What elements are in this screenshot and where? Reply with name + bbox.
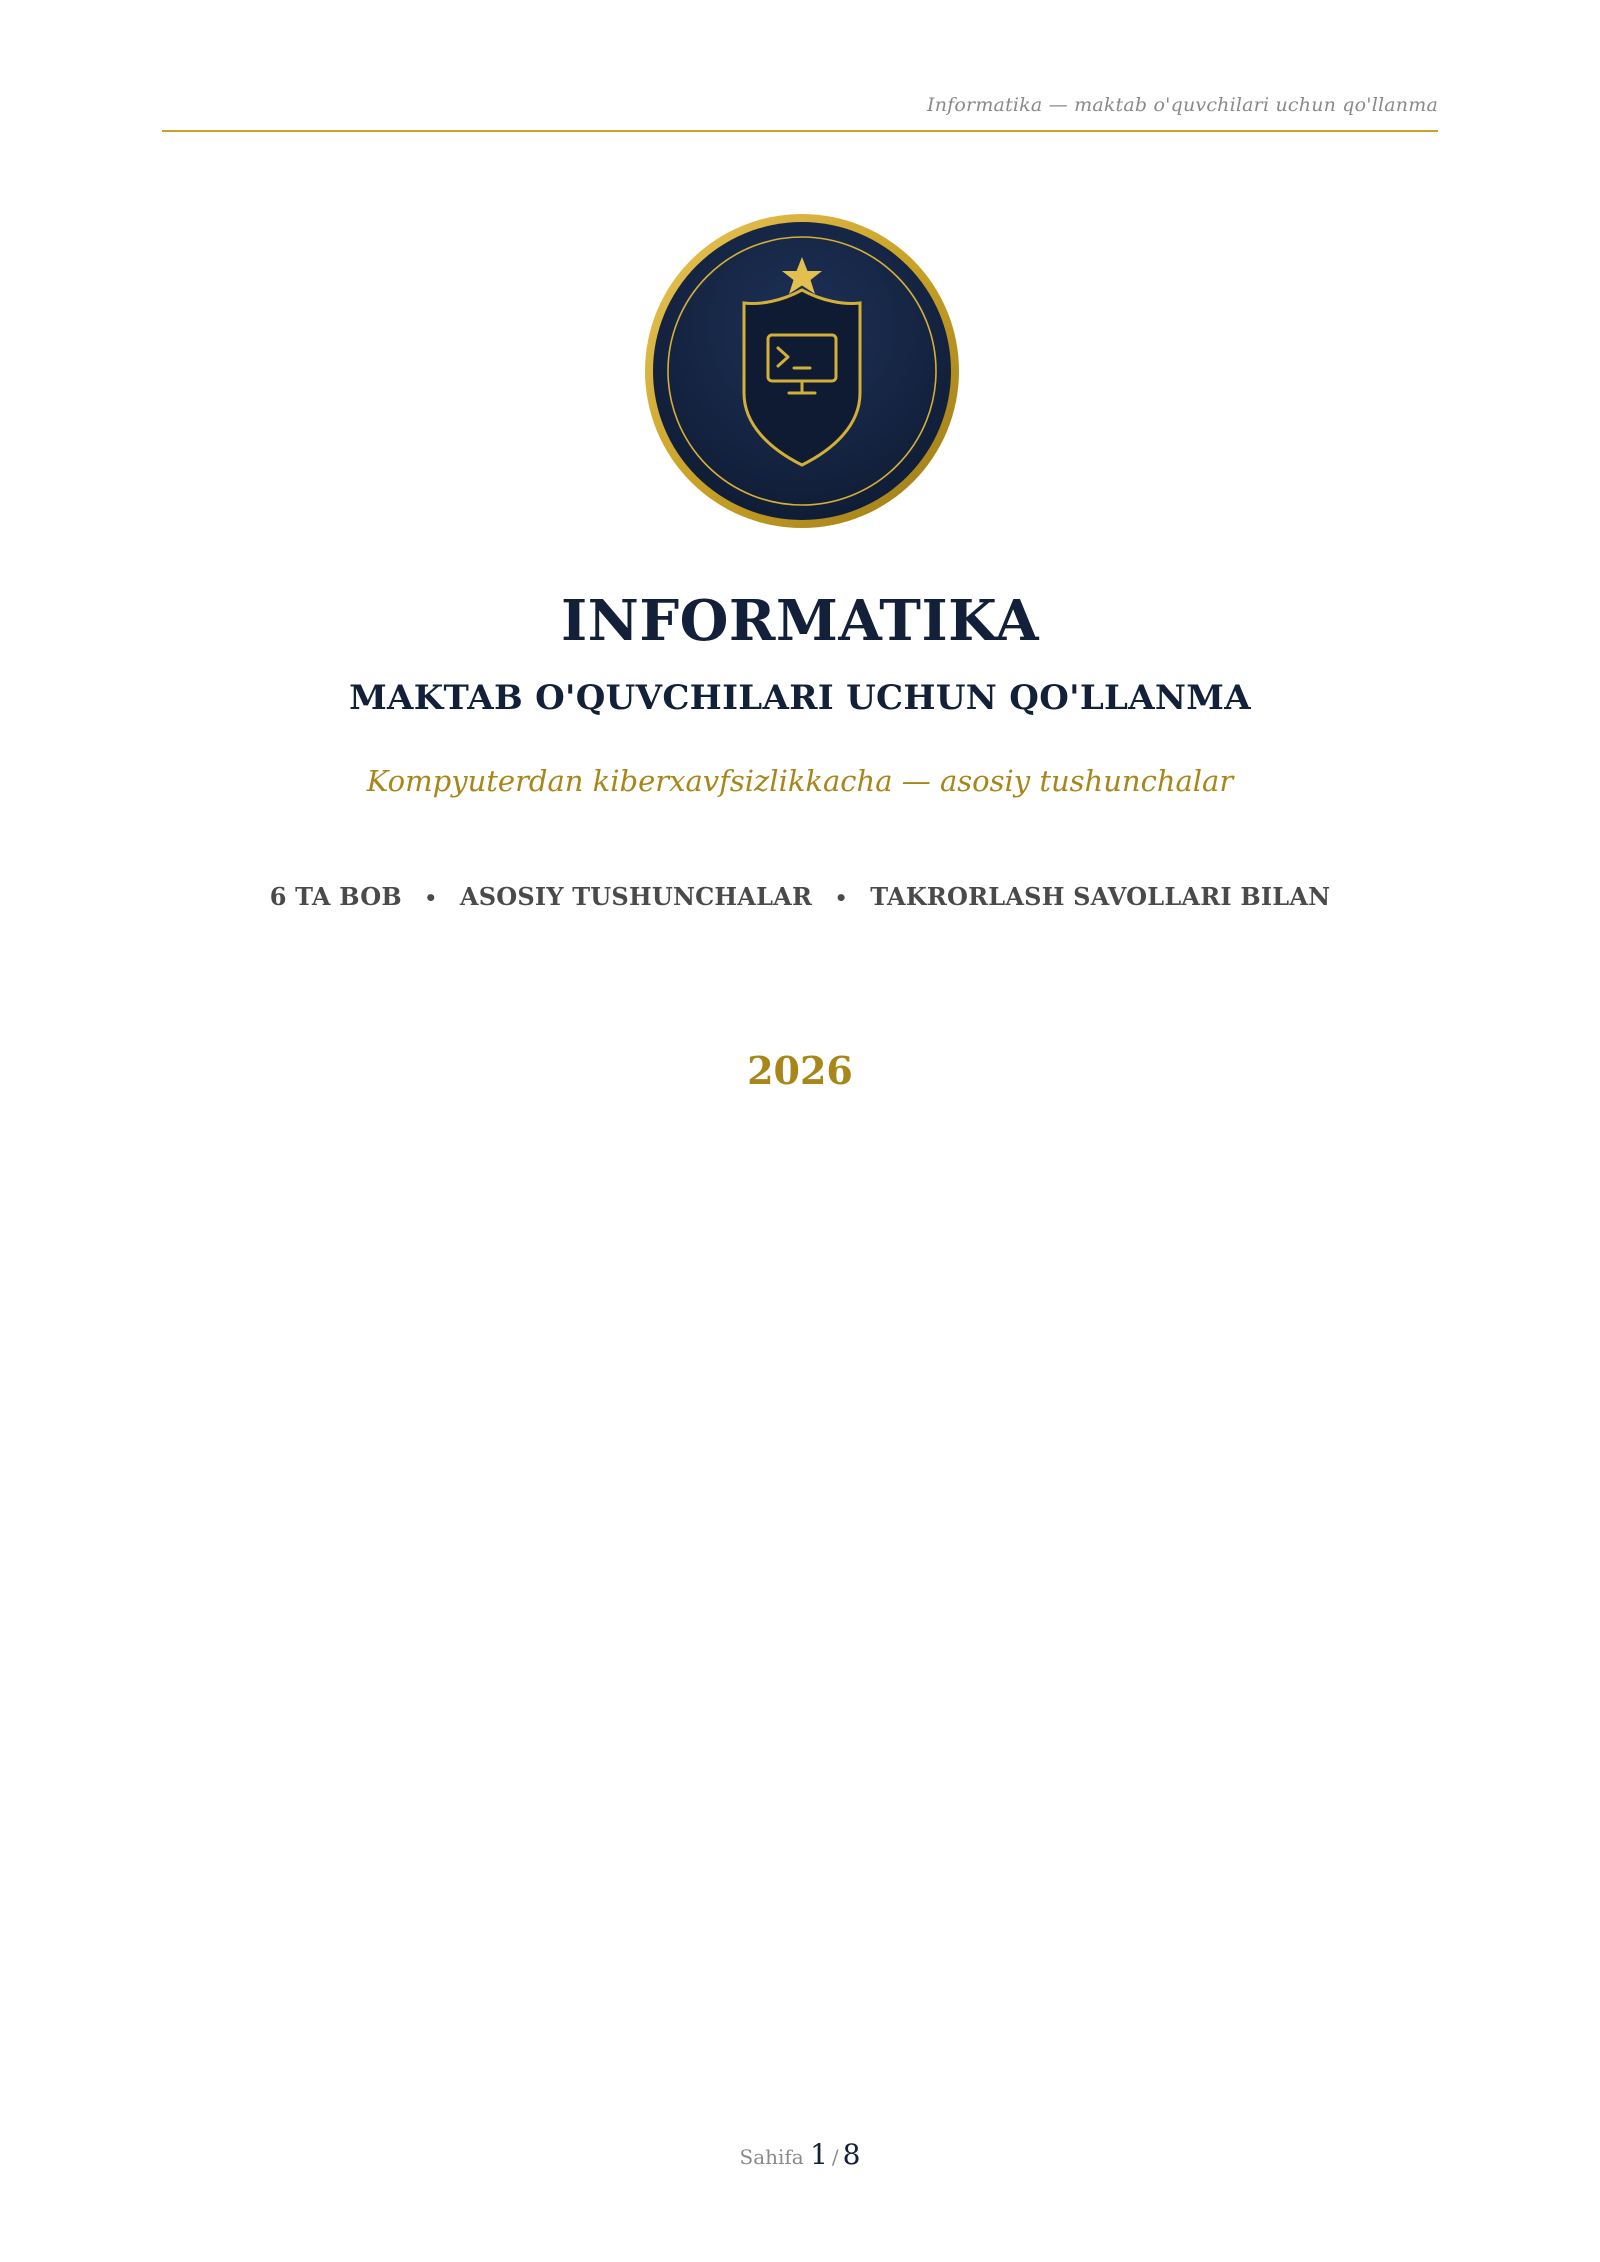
page-separator: / bbox=[831, 2145, 839, 2169]
feature-list bbox=[0, 882, 1600, 911]
page-label: Sahifa bbox=[739, 2145, 804, 2169]
running-header: Informatika — maktab o'quvchilari uchun qo'llanma bbox=[927, 94, 1438, 116]
feature-item: ASOSIY TUSHUNCHALAR bbox=[459, 882, 813, 911]
page-footer bbox=[0, 2138, 1600, 2171]
document-tagline: Kompyuterdan kiberxavfsizlikkacha — asosiy tushunchalar bbox=[366, 764, 1234, 798]
publication-year: 2026 bbox=[747, 1048, 853, 1093]
document-subtitle: MAKTAB O'QUVCHILARI UCHUN QO'LLANMA bbox=[349, 678, 1251, 718]
header-divider bbox=[162, 130, 1438, 132]
feature-separator: • bbox=[834, 886, 848, 910]
feature-item: TAKRORLASH SAVOLLARI BILAN bbox=[870, 882, 1331, 911]
shield-terminal-star-icon bbox=[642, 211, 962, 531]
document-title: INFORMATIKA bbox=[560, 588, 1040, 654]
total-pages-number: 8 bbox=[842, 2138, 861, 2171]
feature-separator: • bbox=[424, 886, 438, 910]
current-page-number: 1 bbox=[810, 2138, 828, 2171]
feature-item: 6 TA BOB bbox=[269, 882, 402, 911]
